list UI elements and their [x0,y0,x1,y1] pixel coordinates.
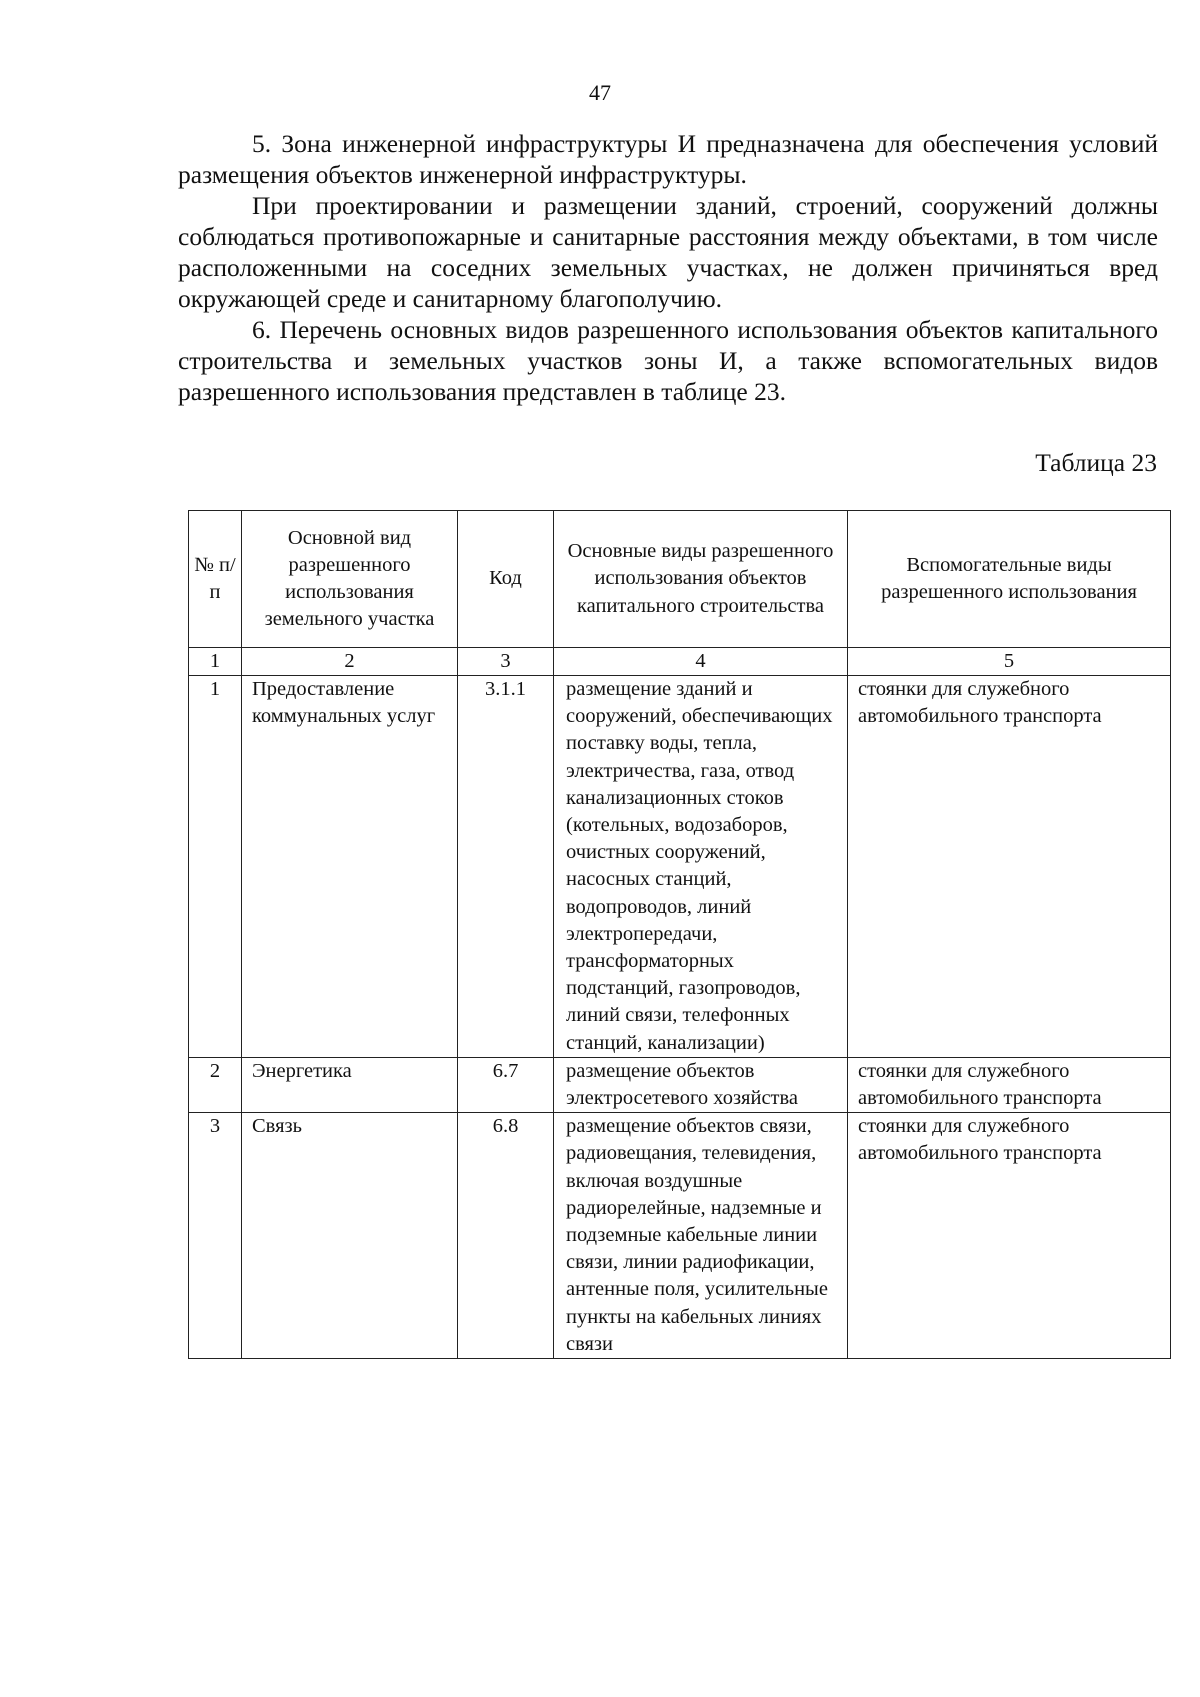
main-use-description: размещение объектов связи, радиовещания, телевидения, включая воздушные радиорелейные, надземные и подземные кабельные линии связи, линии радиофикации, антенные поля, усилительные пункты на кабельных линиях связи [554,1113,848,1359]
table-row [189,1057,1171,1112]
main-use-description: размещение объектов электросетевого хозяйства [554,1057,848,1112]
column-number: 5 [848,648,1171,676]
table-caption: Таблица 23 [1035,448,1157,477]
land-use-name: Предоставление коммунальных услуг [242,676,458,1058]
auxiliary-use-description: стоянки для служебного автомобильного транспорта [848,1113,1171,1359]
land-use-code: 3.1.1 [458,676,554,1058]
land-use-table [188,510,1171,1359]
header-number: № п/п [189,511,242,648]
auxiliary-use-description: стоянки для служебного автомобильного транспорта [848,1057,1171,1112]
land-use-code: 6.8 [458,1113,554,1359]
row-number: 2 [189,1057,242,1112]
row-number: 1 [189,676,242,1058]
row-number: 3 [189,1113,242,1359]
main-use-description: размещение зданий и сооружений, обеспечивающих поставку воды, тепла, электричества, газа, отвод канализационных стоков (котельных, водозаборов, очистных сооружений, насосных станций, водопроводов, линий электропередачи, трансформаторных подстанций, газопроводов, линий связи, телефонных станций, канализации) [554,676,848,1058]
land-use-name: Энергетика [242,1057,458,1112]
column-number: 2 [242,648,458,676]
header-auxiliary-use: Вспомогательные виды разрешенного использования [848,511,1171,648]
table-header-row [189,511,1171,648]
header-main-construction-use: Основные виды разрешенного использования объектов капитального строительства [554,511,848,648]
column-number: 1 [189,648,242,676]
paragraph: 5. Зона инженерной инфраструктуры И предназначена для обеспечения условий размещения объектов инженерной инфраструктуры. [178,129,1158,189]
column-number-row [189,648,1171,676]
column-number: 4 [554,648,848,676]
paragraph: 6. Перечень основных видов разрешенного использования объектов капитального строительства и земельных участков зоны И, а также вспомогательных видов разрешенного использования представлен в таблице 23. [178,315,1158,406]
page-number: 47 [589,80,611,105]
column-number: 3 [458,648,554,676]
body-text [178,128,1158,407]
auxiliary-use-description: стоянки для служебного автомобильного транспорта [848,676,1171,1058]
table-row [189,676,1171,1058]
land-use-name: Связь [242,1113,458,1359]
header-main-land-use: Основной вид разрешенного использования земельного участка [242,511,458,648]
paragraph: При проектировании и размещении зданий, строений, сооружений должны соблюдаться противопожарные и санитарные расстояния между объектами, в том числе расположенными на соседних земельных участках, не должен причиняться вред окружающей среде и санитарному благополучию. [178,191,1158,313]
header-code: Код [458,511,554,648]
land-use-code: 6.7 [458,1057,554,1112]
table-row [189,1113,1171,1359]
